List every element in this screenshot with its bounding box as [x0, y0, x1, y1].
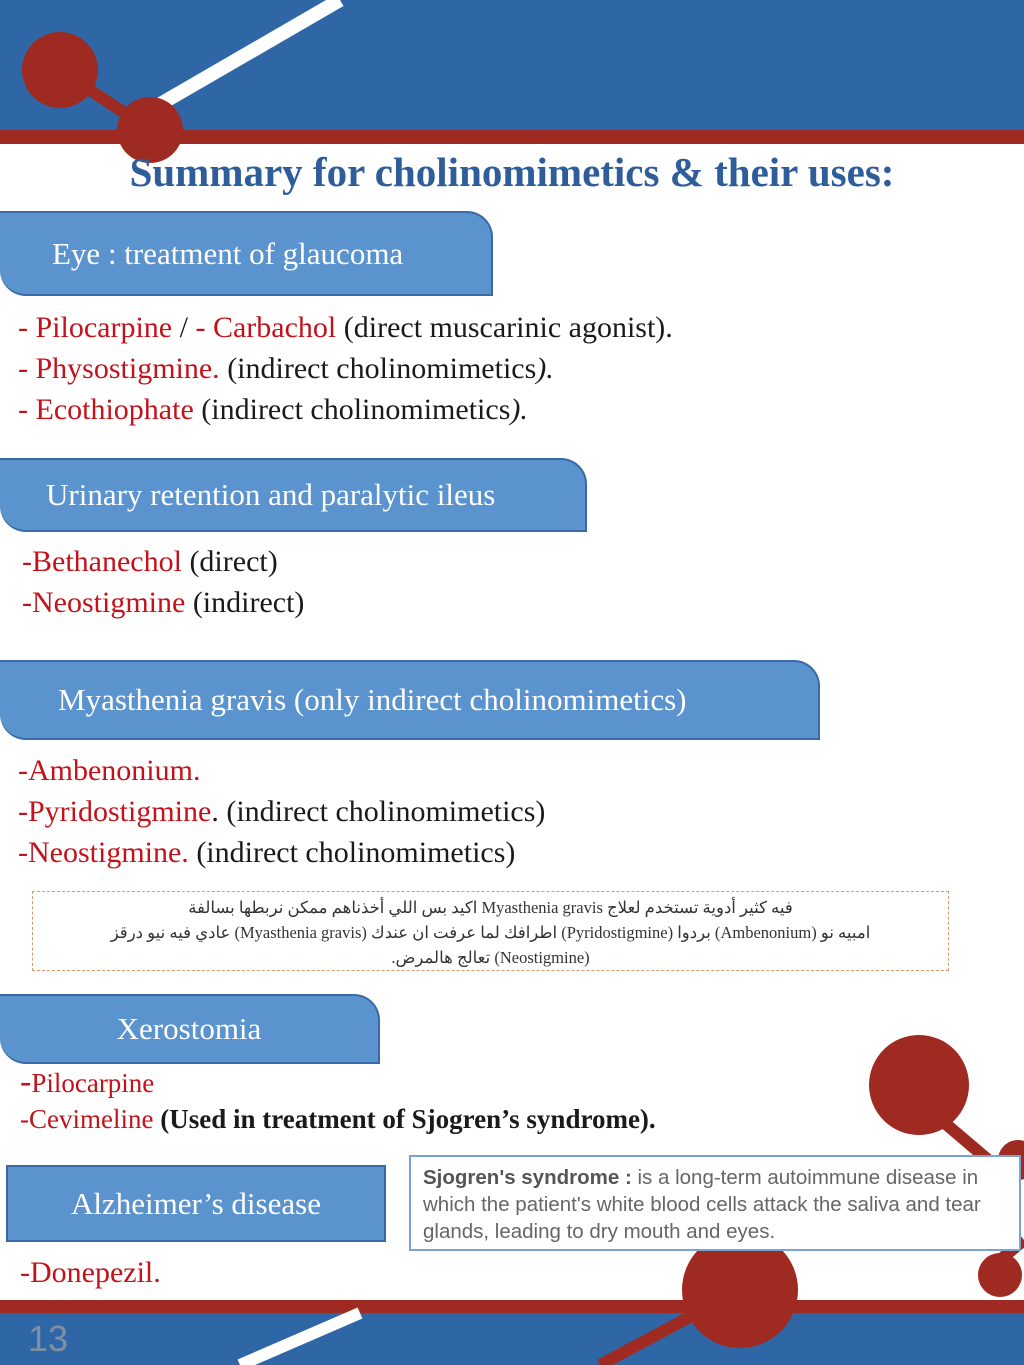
drug-note: (direct): [181, 545, 278, 578]
banner-urinary-label: Urinary retention and paralytic ileus: [46, 477, 496, 512]
banner-urinary: [0, 458, 587, 532]
banner-alzheimer-label: Alzheimer’s disease: [71, 1185, 321, 1221]
separator: /: [172, 311, 196, 344]
drug-ambenonium: -Ambenonium.: [18, 754, 201, 787]
arabic-note-line-3: (Neostigmine) تعالج هالمرض.: [391, 948, 590, 967]
drug-pilocarpine: Pilocarpine: [31, 1068, 155, 1098]
drug-bethanechol: -Bethanechol: [22, 545, 182, 578]
xerostomia-line-1: [20, 1063, 154, 1101]
myasthenia-line-2: [18, 795, 545, 829]
drug-cevimeline: -Cevimeline: [20, 1104, 154, 1134]
arabic-note-box: [32, 891, 949, 971]
drug-note: (indirect): [185, 586, 305, 619]
drug-note: (direct muscarinic agonist).: [336, 311, 673, 344]
drug-physostigmine: - Physostigmine.: [18, 352, 220, 385]
drug-note-end: ).: [510, 393, 528, 426]
bottom-red-band: [0, 1300, 1024, 1313]
sjogren-definition-box: [409, 1155, 1021, 1251]
xerostomia-line-2: [20, 1104, 656, 1135]
drug-note: (Used in treatment of Sjogren’s syndrome).: [153, 1104, 656, 1134]
arabic-note-line-1: فيه كثير أدوية تستخدم لعلاج Myasthenia gravis اكيد بس اللي أخذناهم ممكن نربطها بسالفة: [188, 898, 793, 917]
eye-line-2: [18, 352, 554, 386]
drug-note: . (indirect cholinomimetics): [211, 795, 546, 828]
banner-eye-label: Eye : treatment of glaucoma: [52, 235, 404, 271]
drug-note-end: ).: [536, 352, 554, 385]
drug-donepezil: -Donepezil.: [20, 1256, 161, 1289]
drug-pyridostigmine: -Pyridostigmine: [18, 795, 212, 828]
molecule-atom: [869, 1035, 969, 1135]
myasthenia-line-3: [18, 836, 515, 870]
page-number: 13: [28, 1318, 69, 1359]
banner-eye: [0, 211, 493, 296]
arabic-note-line-2: امبيه نو (Ambenonium) بردوا (Pyridostigmine) اطرافك لما عرفت ان عندك (Myasthenia gravis) عادي فيه نيو درقز: [110, 923, 871, 942]
drug-note: (indirect cholinomimetics: [219, 352, 537, 385]
banner-myasthenia-label: Myasthenia gravis (only indirect cholinomimetics): [58, 682, 687, 717]
eye-line-3: [18, 393, 528, 427]
drug-pilocarpine: - Pilocarpine: [18, 311, 173, 344]
sjogren-label: Sjogren's syndrome :: [423, 1166, 632, 1189]
page-title: Summary for cholinomimetics & their uses:: [129, 149, 895, 195]
dash: -: [20, 1063, 32, 1100]
myasthenia-line-1: [18, 754, 200, 788]
drug-ecothiophate: - Ecothiophate: [18, 393, 194, 426]
alzheimer-line-1: [20, 1256, 161, 1290]
drug-neostigmine: -Neostigmine: [22, 586, 186, 619]
urinary-line-1: [22, 545, 278, 579]
banner-alzheimer: [6, 1165, 386, 1242]
sjogren-text: is a long-term autoimmune disease in which the patient's white blood cells attack the saliva and tear glands, leading to dry mouth and eyes.: [423, 1166, 981, 1243]
urinary-line-2: [22, 586, 304, 620]
drug-note: (indirect cholinomimetics: [193, 393, 511, 426]
drug-carbachol: - Carbachol: [195, 311, 337, 344]
banner-myasthenia: [0, 660, 820, 740]
drug-note: (indirect cholinomimetics): [188, 836, 516, 869]
banner-xerostomia-label: Xerostomia: [116, 1011, 262, 1046]
banner-xerostomia: [0, 994, 380, 1064]
eye-line-1: [18, 311, 673, 345]
drug-neostigmine: -Neostigmine.: [18, 836, 189, 869]
molecule-atom: [978, 1253, 1022, 1297]
